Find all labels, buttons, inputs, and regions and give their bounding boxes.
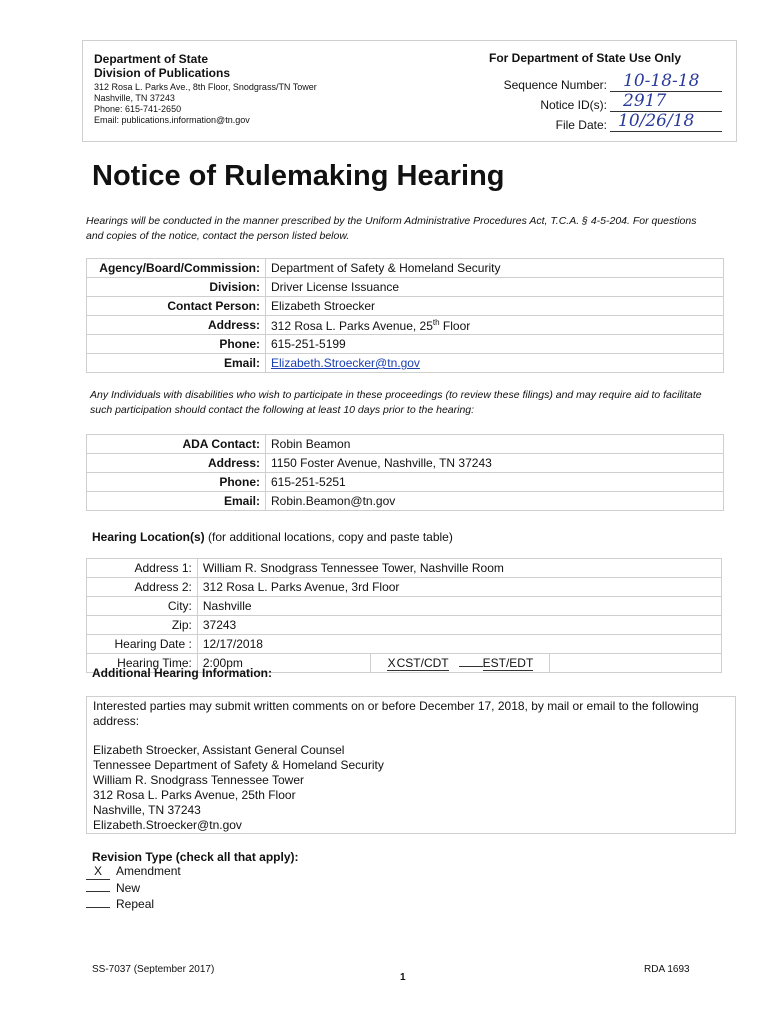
filedate-label: File Date: [555,118,607,132]
revision-label: Amendment [116,864,181,878]
address-text: 312 Rosa L. Parks Avenue, 25 [271,318,433,333]
notice-label: Notice ID(s): [540,98,607,112]
timezone-options [370,654,550,673]
agency-value [266,354,724,373]
agency-row [87,316,724,335]
revision-checkbox[interactable] [86,891,110,892]
filedate-line [610,131,722,132]
hearing-time-empty [550,654,722,673]
address-ordinal: th [432,317,440,327]
ada-label: Phone: [87,473,266,492]
agency-label: Agency/Board/Commission: [87,259,266,278]
hearing-row [87,597,722,616]
address-line: Tennessee Department of Safety & Homeland Security [93,758,384,772]
ada-value: 615-251-5251 [266,473,724,492]
address-line: Elizabeth Stroecker, Assistant General Counsel [93,743,345,757]
ada-value: 1150 Foster Avenue, Nashville, TN 37243 [266,454,724,473]
agency-row [87,354,724,373]
revision-checkbox[interactable] [86,907,110,908]
hearing-label: Address 1: [87,559,198,578]
address-line: 312 Rosa L. Parks Avenue, 25th Floor [93,788,296,802]
hearing-value: 12/17/2018 [197,635,721,654]
hearing-row [87,635,722,654]
additional-paragraph: Interested parties may submit written comments on or before December 17, 2018, by mail or email to the following address: [93,699,699,728]
hearing-location-title: Hearing Location(s) [92,530,205,544]
ada-row [87,435,724,454]
hearing-table [86,558,722,673]
hearing-time-value: 2:00pm [197,654,370,673]
contact-email-link[interactable]: Elizabeth.Stroecker@tn.gov [271,356,420,370]
ada-table [86,434,724,511]
sequence-label: Sequence Number: [503,78,607,92]
revision-label: Repeal [116,897,155,911]
additional-info-box [86,696,736,834]
hearing-location-heading [92,530,453,544]
state-use-only-title: For Department of State Use Only [489,51,682,65]
agency-value: Driver License Issuance [266,278,724,297]
ada-row [87,492,724,511]
dept-phone: Phone: 615-741-2650 [94,104,182,114]
revision-label: New [116,881,141,895]
notice-value: 2917 [623,91,667,111]
dept-address: 312 Rosa L. Parks Ave., 8th Floor, Snodgrass/TN Tower [94,82,317,92]
filedate-value: 10/26/18 [618,111,695,131]
page-number: 1 [400,972,406,983]
hearing-label: Hearing Date : [87,635,198,654]
division-name: Division of Publications [94,66,231,80]
address-suffix: Floor [439,318,471,333]
hearing-label: Zip: [87,616,198,635]
hearing-value: Nashville [197,597,721,616]
hearing-value: William R. Snodgrass Tennessee Tower, Nashville Room [197,559,721,578]
agency-label: Phone: [87,335,266,354]
address-line: William R. Snodgrass Tennessee Tower [93,773,304,787]
hearing-label: City: [87,597,198,616]
ada-label: Email: [87,492,266,511]
agency-label: Email: [87,354,266,373]
agency-label: Division: [87,278,266,297]
est-label: EST/EDT [482,656,534,670]
revision-item [86,896,181,912]
cst-mark: X [387,656,396,670]
revision-heading: Revision Type (check all that apply): [92,850,299,864]
ada-value: Robin.Beamon@tn.gov [266,492,724,511]
additional-address-block [87,731,735,835]
hearing-value: 37243 [197,616,721,635]
ada-value: Robin Beamon [266,435,724,454]
address-line: Elizabeth.Stroecker@tn.gov [93,818,242,832]
page-title: Notice of Rulemaking Hearing [92,160,505,192]
additional-heading: Additional Hearing Information: [92,666,272,680]
agency-value: Department of Safety & Homeland Security [266,259,724,278]
form-number: SS-7037 (September 2017) [92,964,215,975]
hearing-row [87,616,722,635]
rda-number: RDA 1693 [644,964,690,975]
header-box [82,40,737,142]
revision-item [86,863,181,880]
revision-list [86,863,181,912]
agency-value: 615-251-5199 [266,335,724,354]
ada-row [87,454,724,473]
intro-text: Hearings will be conducted in the manner prescribed by the Uniform Administrative Procedures Act, T.C.A. § 4-5-204. For questions and copies of the notice, contact the person listed below. [86,215,697,242]
ada-label: Address: [87,454,266,473]
agency-label: Contact Person: [87,297,266,316]
ada-intro-text: Any Individuals with disabilities who wish to participate in these proceedings (to review these filings) and may require aid to facilitate such participation should contact the following at least 10 days prior to the hearing: [90,389,702,416]
cst-label: CST/CDT [396,656,449,670]
revision-item [86,880,181,896]
dept-name: Department of State [94,52,209,66]
dept-email: Email: publications.information@tn.gov [94,115,250,125]
ada-label: ADA Contact: [87,435,266,454]
agency-row [87,297,724,316]
agency-row [87,278,724,297]
revision-checkbox[interactable]: X [86,863,110,880]
hearing-location-note: (for additional locations, copy and paste table) [204,530,453,544]
est-mark [459,666,483,667]
hearing-time-label: Hearing Time: [87,654,198,673]
address-line: Nashville, TN 37243 [93,803,201,817]
agency-row [87,259,724,278]
agency-value [266,316,724,335]
dept-city: Nashville, TN 37243 [94,93,175,103]
agency-row [87,335,724,354]
agency-value: Elizabeth Stroecker [266,297,724,316]
hearing-value: 312 Rosa L. Parks Avenue, 3rd Floor [197,578,721,597]
hearing-label: Address 2: [87,578,198,597]
sequence-value: 10-18-18 [623,71,700,91]
ada-row [87,473,724,492]
hearing-row [87,578,722,597]
hearing-row [87,559,722,578]
agency-table [86,258,724,373]
agency-label: Address: [87,316,266,335]
